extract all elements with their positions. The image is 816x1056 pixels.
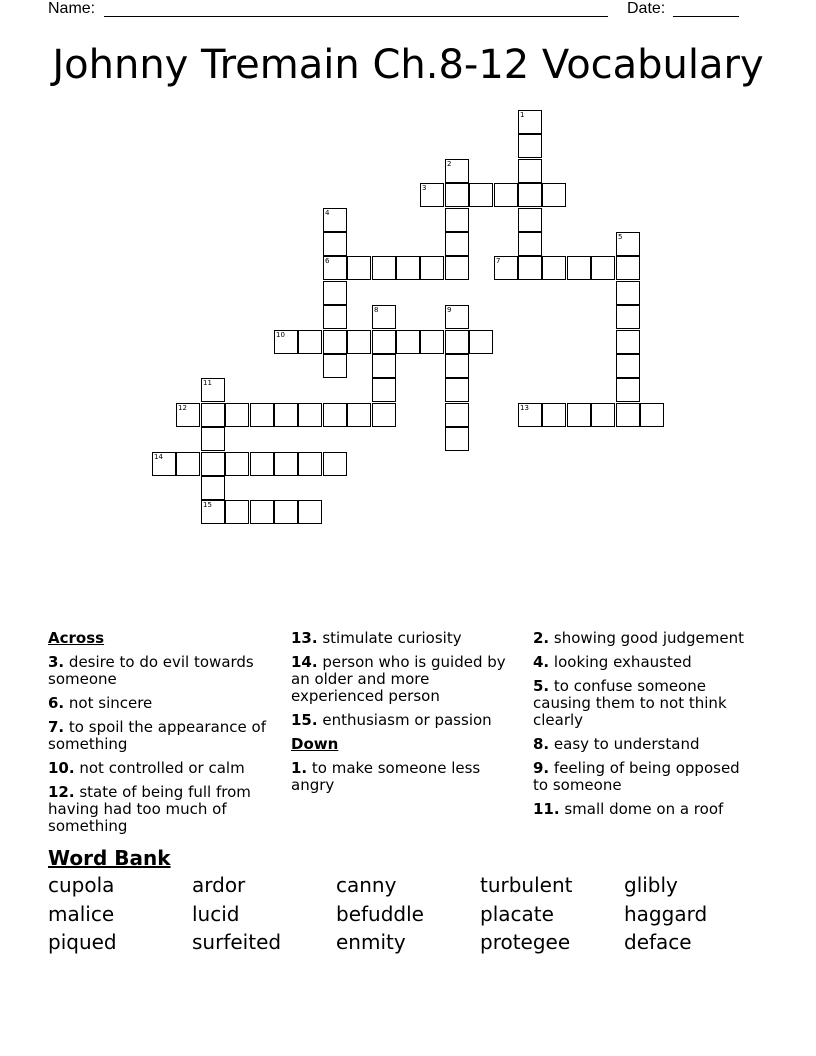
grid-cell[interactable] (591, 256, 615, 280)
grid-cell[interactable] (323, 208, 347, 232)
grid-cell[interactable] (201, 476, 225, 500)
grid-cell[interactable] (445, 427, 469, 451)
grid-cell[interactable] (445, 354, 469, 378)
grid-cell[interactable] (616, 403, 640, 427)
grid-cell[interactable] (616, 354, 640, 378)
grid-cell[interactable] (542, 183, 566, 207)
clue-number: 4 (325, 209, 330, 217)
grid-cell[interactable] (274, 403, 298, 427)
grid-cell[interactable] (518, 183, 542, 207)
grid-cell[interactable] (567, 256, 591, 280)
grid-cell[interactable] (420, 183, 444, 207)
grid-cell[interactable] (445, 232, 469, 256)
grid-cell[interactable] (298, 500, 322, 524)
clue-down-9: 9. feeling of being opposed to someone (533, 759, 740, 794)
clue-number: 7 (496, 257, 501, 265)
grid-cell[interactable] (201, 500, 225, 524)
grid-cell[interactable] (323, 354, 347, 378)
word-bank-word: befuddle (336, 901, 424, 926)
grid-cell[interactable] (396, 256, 420, 280)
word-bank-word: lucid (192, 901, 240, 926)
clues-column-3 (533, 630, 759, 825)
clue-down-8: 8. easy to understand (533, 735, 700, 753)
word-bank-word: placate (480, 901, 554, 926)
word-bank-word: glibly (624, 873, 678, 897)
grid-cell[interactable] (396, 330, 420, 354)
grid-cell[interactable] (274, 452, 298, 476)
grid-cell[interactable] (372, 256, 396, 280)
grid-cell[interactable] (323, 452, 347, 476)
grid-cell[interactable] (445, 330, 469, 354)
grid-cell[interactable] (323, 330, 347, 354)
clue-across-12: 12. state of being full from having had too much of something (48, 783, 251, 835)
grid-cell[interactable] (176, 403, 200, 427)
clue-number: 10 (276, 331, 285, 339)
word-bank (48, 873, 768, 959)
grid-cell[interactable] (445, 159, 469, 183)
word-bank-word: canny (336, 873, 397, 897)
grid-cell[interactable] (469, 183, 493, 207)
grid-cell[interactable] (250, 452, 274, 476)
grid-cell[interactable] (201, 403, 225, 427)
grid-cell[interactable] (518, 159, 542, 183)
clue-across-7: 7. to spoil the appearance of something (48, 718, 266, 753)
clue-number: 14 (154, 453, 163, 461)
grid-cell[interactable] (518, 208, 542, 232)
clue-across-10: 10. not controlled or calm (48, 759, 245, 777)
grid-cell[interactable] (567, 403, 591, 427)
grid-cell[interactable] (518, 134, 542, 158)
grid-cell[interactable] (445, 305, 469, 329)
grid-cell[interactable] (323, 256, 347, 280)
grid-cell[interactable] (542, 403, 566, 427)
grid-cell[interactable] (250, 403, 274, 427)
clue-across-13: 13. stimulate curiosity (291, 629, 462, 647)
clue-number: 8 (374, 306, 379, 314)
grid-cell[interactable] (372, 330, 396, 354)
grid-cell[interactable] (201, 378, 225, 402)
clue-number: 5 (618, 233, 623, 241)
grid-cell[interactable] (298, 403, 322, 427)
grid-cell[interactable] (616, 330, 640, 354)
date-label: Date: (627, 0, 666, 17)
word-bank-word: protegee (480, 930, 571, 954)
grid-cell[interactable] (445, 183, 469, 207)
grid-cell[interactable] (494, 256, 518, 280)
grid-cell[interactable] (250, 500, 274, 524)
clue-number: 1 (520, 111, 525, 119)
word-bank-word: cupola (48, 873, 115, 897)
clues-column-1 (48, 630, 276, 842)
clue-across-6: 6. not sincere (48, 694, 153, 712)
grid-cell[interactable] (616, 281, 640, 305)
grid-cell[interactable] (372, 305, 396, 329)
grid-cell[interactable] (176, 452, 200, 476)
clue-down-11: 11. small dome on a roof (533, 800, 724, 818)
word-bank-title: Word Bank (48, 846, 171, 870)
grid-cell[interactable] (298, 330, 322, 354)
grid-cell[interactable] (445, 403, 469, 427)
grid-cell[interactable] (518, 232, 542, 256)
name-label: Name: (48, 0, 96, 17)
grid-cell[interactable] (372, 354, 396, 378)
grid-cell[interactable] (518, 256, 542, 280)
clue-number: 12 (178, 404, 187, 412)
clue-across-14: 14. person who is guided by an older and more experienced person (291, 653, 506, 705)
clue-number: 6 (325, 257, 330, 265)
grid-cell[interactable] (274, 500, 298, 524)
clue-number: 3 (422, 184, 427, 192)
grid-cell[interactable] (420, 330, 444, 354)
clue-down-1: 1. to make someone less angry (291, 759, 481, 794)
grid-cell[interactable] (274, 330, 298, 354)
grid-cell[interactable] (372, 378, 396, 402)
grid-cell[interactable] (616, 256, 640, 280)
grid-cell[interactable] (323, 403, 347, 427)
grid-cell[interactable] (347, 330, 371, 354)
word-bank-word: malice (48, 901, 115, 926)
grid-cell[interactable] (347, 256, 371, 280)
word-bank-word: enmity (336, 930, 406, 954)
page-title: Johnny Tremain Ch.8-12 Vocabulary (52, 42, 764, 88)
word-bank-word: deface (624, 930, 692, 954)
grid-cell[interactable] (640, 403, 664, 427)
clue-number: 15 (203, 501, 212, 509)
grid-cell[interactable] (445, 256, 469, 280)
clue-across-3: 3. desire to do evil towards someone (48, 653, 254, 688)
clue-down-4: 4. looking exhausted (533, 653, 692, 671)
grid-cell[interactable] (518, 110, 542, 134)
grid-cell[interactable] (591, 403, 615, 427)
grid-cell[interactable] (372, 403, 396, 427)
grid-cell[interactable] (152, 452, 176, 476)
clue-down-5: 5. to confuse someone causing them to not think clearly (533, 677, 727, 729)
grid-cell[interactable] (420, 256, 444, 280)
grid-cell[interactable] (323, 232, 347, 256)
word-bank-word: surfeited (192, 930, 282, 954)
word-bank-word: haggard (624, 901, 708, 926)
across-heading: Across (48, 629, 105, 647)
grid-cell[interactable] (201, 452, 225, 476)
grid-cell[interactable] (225, 403, 249, 427)
grid-cell[interactable] (616, 378, 640, 402)
word-bank-word: turbulent (480, 873, 573, 897)
grid-cell[interactable] (225, 452, 249, 476)
clue-number: 2 (447, 160, 452, 168)
clue-down-2: 2. showing good judgement (533, 629, 744, 647)
grid-cell[interactable] (225, 500, 249, 524)
word-bank-word: ardor (192, 873, 246, 897)
word-bank-word: piqued (48, 930, 117, 954)
grid-cell[interactable] (518, 403, 542, 427)
grid-cell[interactable] (469, 330, 493, 354)
grid-cell[interactable] (494, 183, 518, 207)
grid-cell[interactable] (201, 427, 225, 451)
grid-cell[interactable] (542, 256, 566, 280)
clue-number: 13 (520, 404, 529, 412)
clue-across-15: 15. enthusiasm or passion (291, 711, 492, 729)
clue-number: 11 (203, 379, 212, 387)
clue-number: 9 (447, 306, 452, 314)
grid-cell[interactable] (347, 403, 371, 427)
clues-column-2 (291, 630, 523, 801)
grid-cell[interactable] (616, 232, 640, 256)
grid-cell[interactable] (323, 281, 347, 305)
down-heading: Down (291, 735, 339, 753)
grid-cell[interactable] (323, 305, 347, 329)
grid-cell[interactable] (445, 378, 469, 402)
grid-cell[interactable] (616, 305, 640, 329)
grid-cell[interactable] (445, 208, 469, 232)
grid-cell[interactable] (298, 452, 322, 476)
